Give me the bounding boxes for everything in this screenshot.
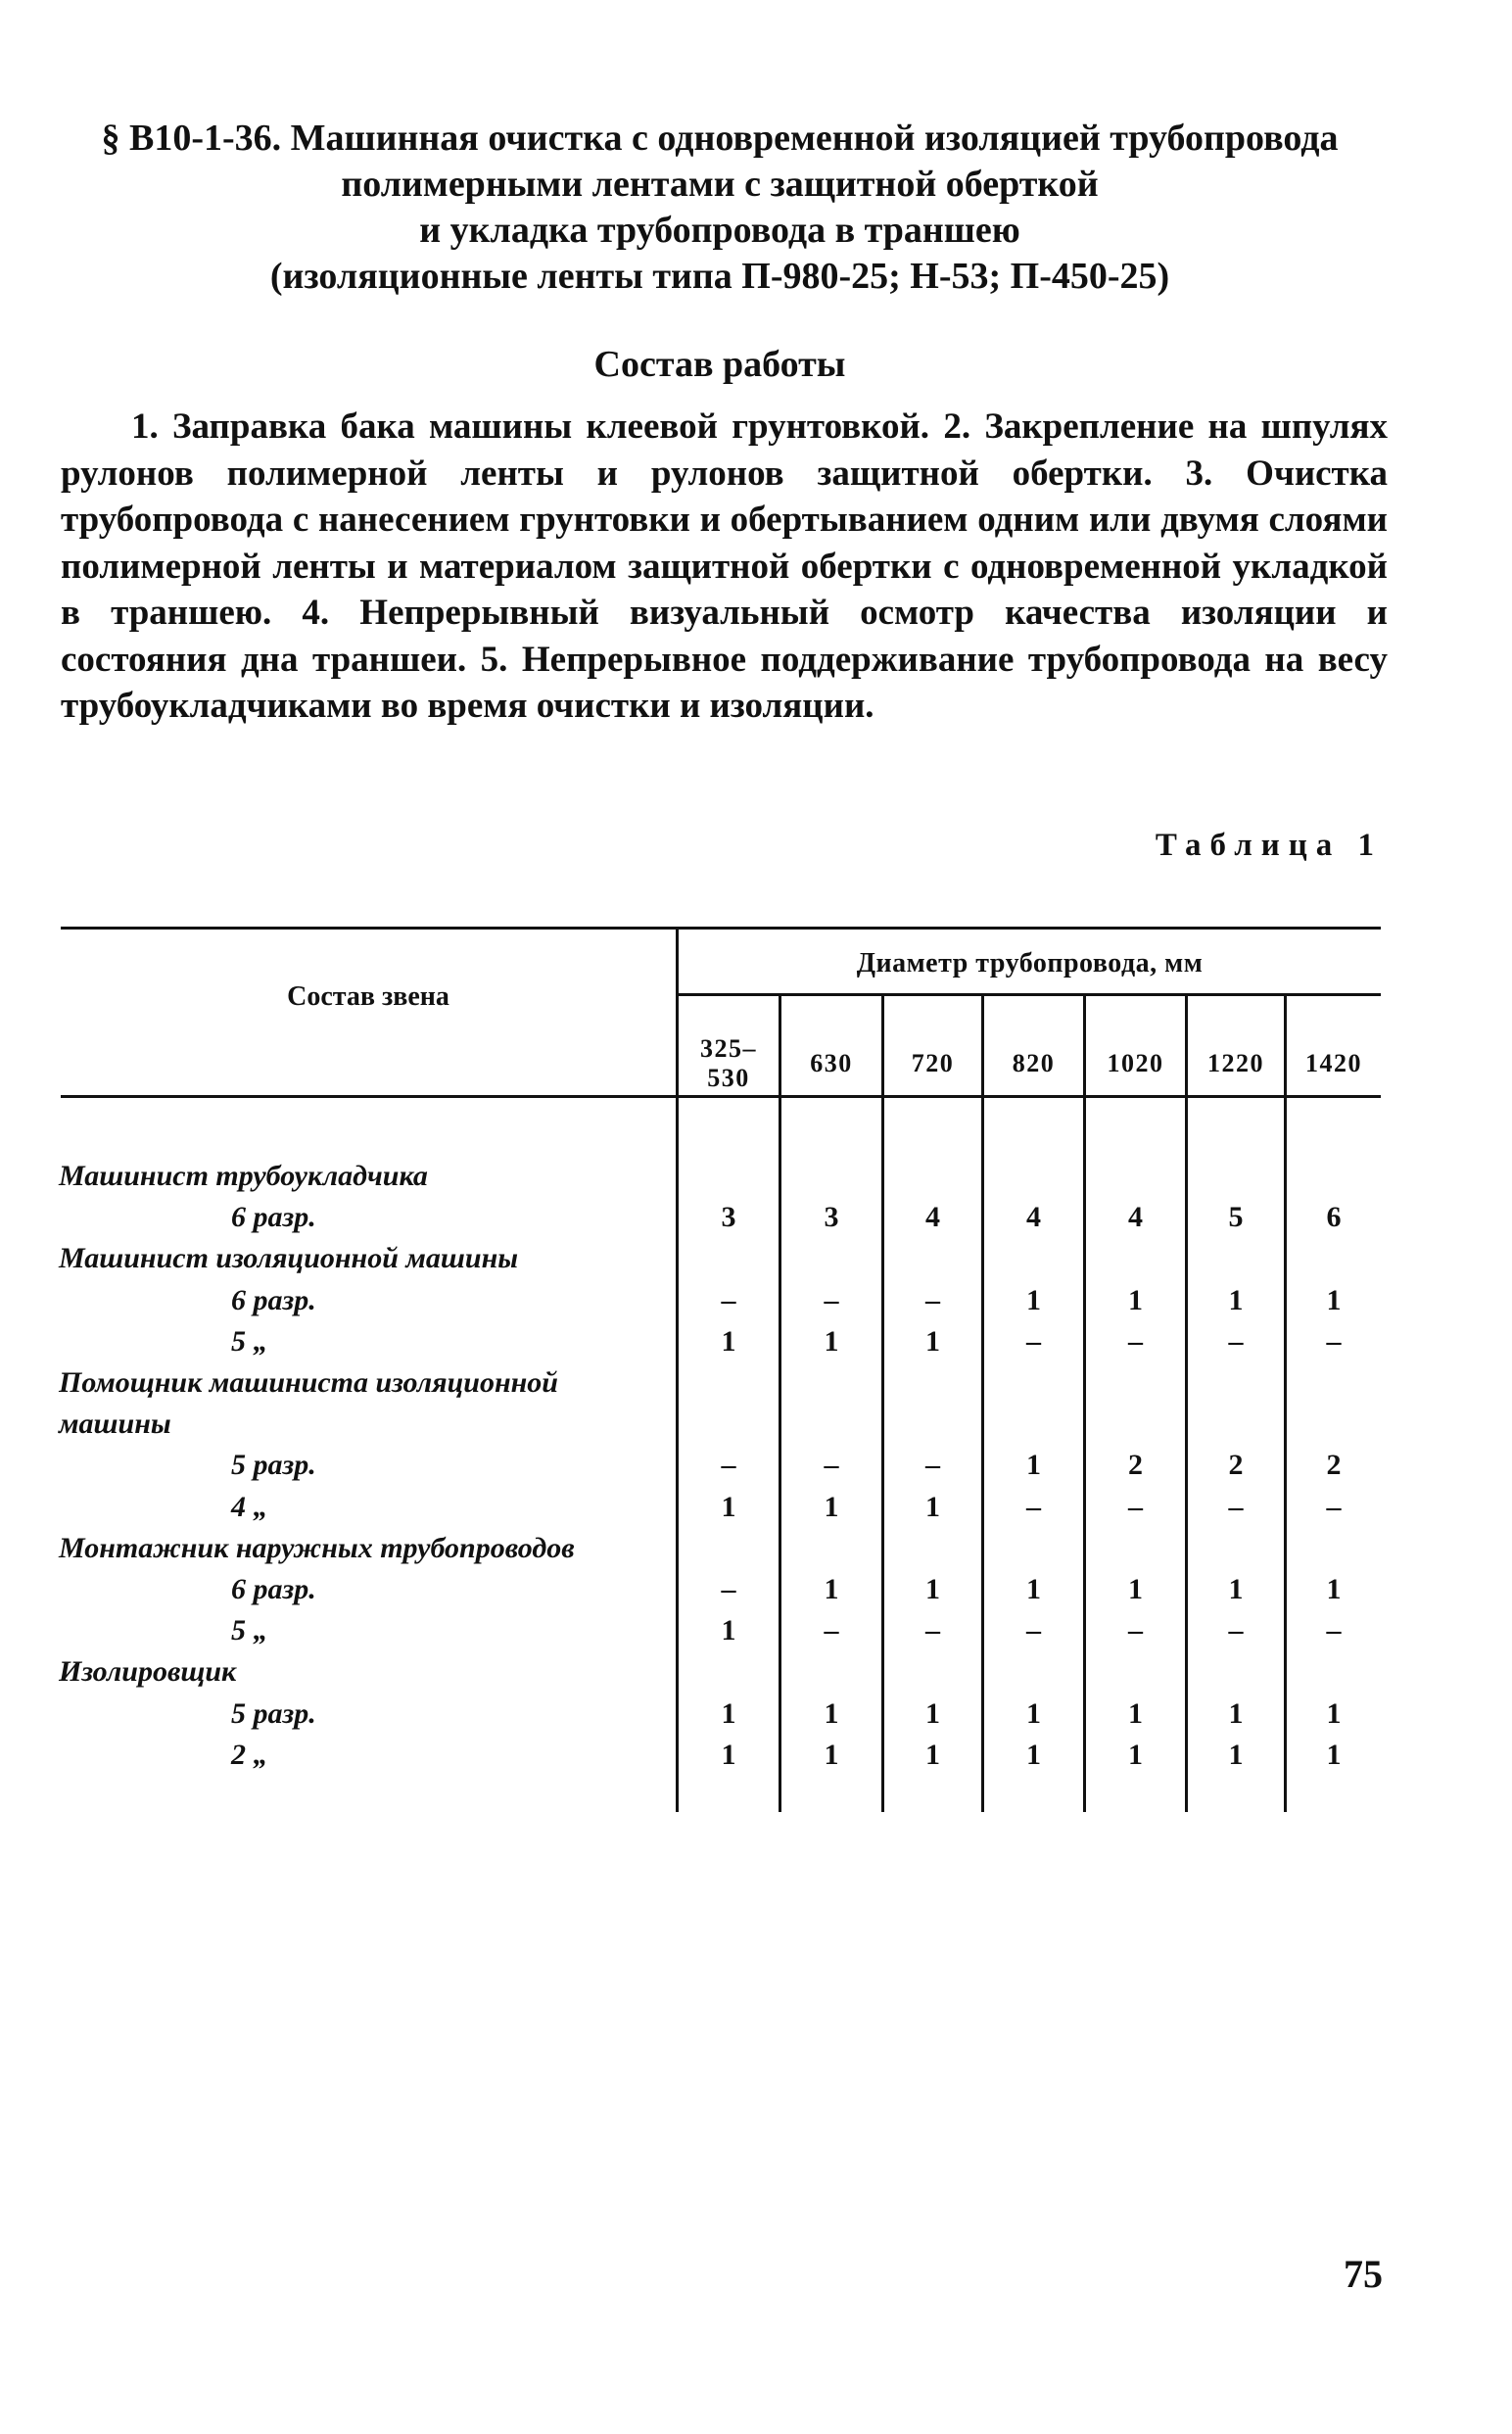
table-cell: 1 <box>925 1738 940 1771</box>
table-cell: 4 <box>1026 1201 1041 1234</box>
table-column-divider <box>779 993 781 1812</box>
diameter-label-line: 630 <box>810 1049 853 1077</box>
diameter-label-line: 1220 <box>1207 1049 1264 1077</box>
table-header-rule <box>679 993 1381 996</box>
section-heading <box>54 116 1386 300</box>
table-cell: – <box>925 1449 940 1482</box>
table-cell: – <box>925 1614 940 1647</box>
table-cell: 1 <box>1326 1573 1342 1605</box>
diameter-label-line: 1020 <box>1107 1049 1164 1077</box>
table-cell: 1 <box>1026 1573 1041 1605</box>
diameter-label-line: 720 <box>911 1049 955 1077</box>
table-cell: 2 <box>1228 1449 1244 1482</box>
table-cell: – <box>1326 1324 1342 1358</box>
diameter-label-line: 325– <box>700 1034 757 1063</box>
table-cell: 1 <box>824 1490 839 1523</box>
table-cell: 1 <box>1026 1449 1041 1482</box>
crew-row-label: 5 „ <box>231 1324 268 1358</box>
heading-line-4: (изоляционные ленты типа П-980-25; Н-53; П-450-25) <box>269 256 1170 297</box>
table-cell: 1 <box>925 1490 940 1523</box>
table-cell: – <box>1026 1324 1041 1358</box>
crew-row-label: 5 разр. <box>231 1449 316 1482</box>
table-cell: 1 <box>824 1696 839 1730</box>
diameter-label-line: 1420 <box>1305 1049 1362 1077</box>
crew-row-label: машины <box>59 1408 171 1441</box>
table-cell: 1 <box>824 1573 839 1605</box>
crew-row-label: Машинист трубоукладчика <box>59 1160 428 1192</box>
table-column-divider <box>1284 993 1287 1812</box>
crew-row-label: Монтажник наружных трубопроводов <box>59 1531 575 1564</box>
table-cell: 4 <box>1128 1201 1143 1234</box>
table-cell: – <box>1326 1614 1342 1647</box>
table-cell: 1 <box>1128 1283 1143 1316</box>
table-cell: – <box>721 1573 736 1605</box>
heading-line-3: и укладка трубопровода в траншею <box>419 210 1020 251</box>
table-cell: 1 <box>1228 1738 1244 1771</box>
table-column-divider <box>1083 993 1086 1812</box>
table-cell: 1 <box>925 1324 940 1358</box>
table-cell: 1 <box>824 1738 839 1771</box>
table-cell: – <box>925 1283 940 1316</box>
diameter-label-line: 530 <box>707 1064 750 1092</box>
table-cell: 1 <box>1326 1738 1342 1771</box>
table-cell: 3 <box>824 1201 839 1234</box>
heading-line-2: полимерными лентами с защитной оберткой <box>341 164 1099 205</box>
table-cell: 1 <box>721 1696 736 1730</box>
table-cell: 1 <box>925 1573 940 1605</box>
table-cell: 5 <box>1228 1201 1244 1234</box>
table-cell: 1 <box>925 1696 940 1730</box>
table-header-bottom-rule <box>61 1095 1381 1098</box>
heading-line-1: § В10-1-36. Машинная очистка с одновременной изоляцией трубопровода <box>101 118 1339 159</box>
crew-row-label: Изолировщик <box>59 1655 237 1689</box>
diameter-column-label <box>984 1049 1083 1078</box>
crew-row-label: 6 разр. <box>231 1573 316 1605</box>
table-cell: 3 <box>721 1201 736 1234</box>
table-cell: – <box>1228 1490 1244 1523</box>
table-cell: 1 <box>1026 1283 1041 1316</box>
crew-row-label: 6 разр. <box>231 1201 316 1234</box>
table-cell: 1 <box>1128 1573 1143 1605</box>
table-cell: – <box>824 1614 839 1647</box>
diameter-label-line: 820 <box>1012 1049 1056 1077</box>
table-cell: 2 <box>1326 1449 1342 1482</box>
table-cell: – <box>1128 1324 1143 1358</box>
diameter-column-label <box>781 1049 881 1078</box>
crew-row-label: 2 „ <box>231 1738 268 1771</box>
crew-row-label: 5 разр. <box>231 1696 316 1730</box>
table-cell: 1 <box>721 1614 736 1647</box>
diameter-column-label <box>679 1034 779 1093</box>
table-cell: – <box>1026 1614 1041 1647</box>
table-cell: 1 <box>1228 1573 1244 1605</box>
crew-row-label: Машинист изоляционной машины <box>59 1242 519 1275</box>
table-cell: 1 <box>721 1738 736 1771</box>
work-composition-heading: Состав работы <box>593 344 846 385</box>
work-composition-text: 1. Заправка бака машины клеевой грунтовкой. 2. Закрепление на шпулях рулонов полимерной ленты и рулонов защитной обертки. 3. Очистка трубопровода с нанесением грунтовки и обертыванием одним или двумя слоями полимерной ленты и материалом защитной обертки с одновременной укладкой в траншею. 4. Непрерывный визуальный осмотр качества изоляции и состояния дна траншеи. 5. Непрерывное поддерживание трубопровода на весу трубоукладчиками во время очистки и изоляции. <box>61 406 1388 726</box>
table-cell: 1 <box>1228 1696 1244 1730</box>
table-cell: – <box>1228 1324 1244 1358</box>
table-cell: 1 <box>1128 1738 1143 1771</box>
table-cell: 1 <box>1326 1696 1342 1730</box>
table-cell: – <box>1128 1490 1143 1523</box>
table-cell: 1 <box>1326 1283 1342 1316</box>
table-cell: – <box>824 1449 839 1482</box>
table-cell: – <box>824 1283 839 1316</box>
table-column-divider <box>1185 993 1188 1812</box>
table-cell: – <box>1228 1614 1244 1647</box>
crew-row-label: 4 „ <box>231 1490 268 1523</box>
table-cell: – <box>1026 1490 1041 1523</box>
diameter-column-label <box>1086 1049 1185 1078</box>
table-cell: 1 <box>721 1324 736 1358</box>
diameter-column-label <box>1287 1049 1381 1078</box>
table-cell: 1 <box>721 1490 736 1523</box>
diameter-column-label <box>1188 1049 1284 1078</box>
table-column-divider <box>881 993 884 1812</box>
table-cell: 6 <box>1326 1201 1342 1234</box>
table-cell: 4 <box>925 1201 940 1234</box>
table-cell: 1 <box>1026 1696 1041 1730</box>
table-caption: Таблица 1 <box>1155 828 1383 863</box>
crew-table <box>61 927 1381 1812</box>
table-cell: 1 <box>1026 1738 1041 1771</box>
table-cell: 1 <box>824 1324 839 1358</box>
table-column-divider <box>981 993 984 1812</box>
table-cell: 1 <box>1228 1283 1244 1316</box>
crew-column-header: Состав звена <box>287 981 449 1012</box>
table-cell: – <box>721 1449 736 1482</box>
crew-row-label: Помощник машиниста изоляционной <box>59 1366 558 1399</box>
table-cell: – <box>1326 1490 1342 1523</box>
crew-row-label: 6 разр. <box>231 1283 316 1316</box>
page-number: 75 <box>1344 2252 1383 2296</box>
diameter-column-label <box>884 1049 981 1078</box>
table-cell: – <box>721 1283 736 1316</box>
table-top-rule <box>61 927 1381 930</box>
diameter-column-header: Диаметр трубопровода, мм <box>856 948 1204 978</box>
table-cell: 1 <box>1128 1696 1143 1730</box>
crew-row-label: 5 „ <box>231 1614 268 1647</box>
table-cell: – <box>1128 1614 1143 1647</box>
table-cell: 2 <box>1128 1449 1143 1482</box>
